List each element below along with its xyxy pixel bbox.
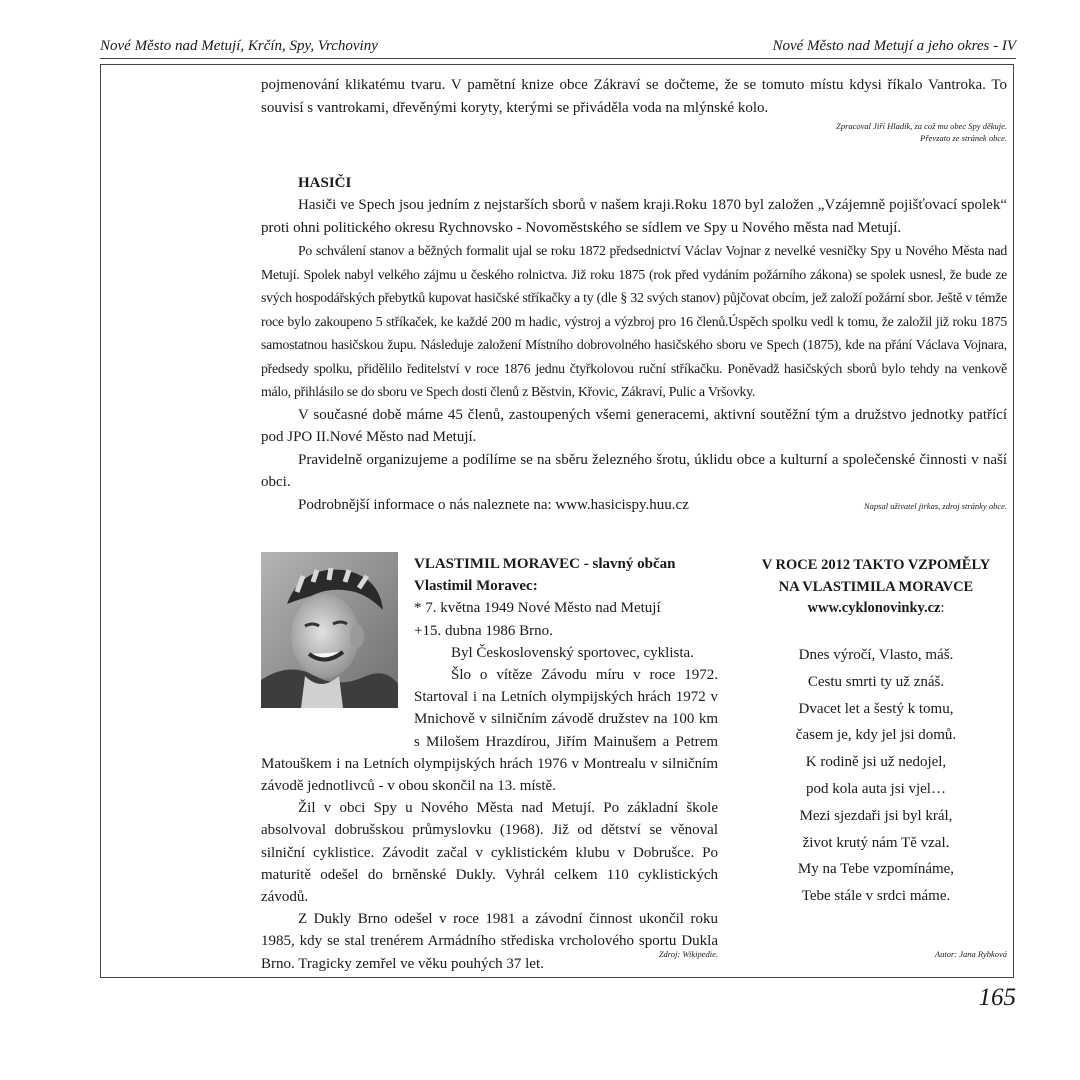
poem-line: Dvacet let a šestý k tomu, <box>798 700 954 717</box>
bio-paragraph-2: Žil v obci Spy u Nového Města nad Metují. Po základní škole absolvoval dobrušskou průmyslovku (1968). Již od dětství se věnoval silniční cyklistice. Závodit začal v cyklistickém klubu v Dobrušce. Po maturitě odešel do brněnské Dukly. Vyhrál celkem 110 cyklistických závodů. <box>261 800 718 906</box>
poem-heading <box>752 555 1000 620</box>
photo-wrap-spacer <box>261 553 414 751</box>
running-header-left: Nové Město nad Metují, Krčín, Spy, Vrchoviny <box>100 38 378 54</box>
bio-born: * 7. května 1949 Nové Město nad Metují <box>414 600 661 617</box>
page-number: 165 <box>978 984 1016 1011</box>
hasici-paragraph-4: Pravidelně organizujeme a podílíme se na sběru železného šrotu, úklidu obce a kulturní a společenské činnosti v naší obci. <box>261 451 1007 490</box>
intro-credit <box>836 120 1007 144</box>
bio-title: VLASTIMIL MORAVEC - slavný občan <box>414 556 676 572</box>
bio-line-1: Byl Československý sportovec, cyklista. <box>451 644 694 661</box>
poem-line: Mezi sjezdaři jsi byl král, <box>799 807 953 824</box>
poem-line: Tebe stále v srdci máme. <box>801 888 951 905</box>
hasici-paragraph-3: V současné době máme 45 členů, zastoupených všemi generacemi, aktivní soutěžní tým a družstvo jednotky patřící pod JPO II.Nové Město nad Metují. <box>261 406 1007 445</box>
intro-text: pojmenování klikatému tvaru. V pamětní knize obce Zákraví se dočteme, že se tomuto místu kdysi říkalo Vantroka. To souvisí s vantrokami, dřevěnými koryty, kterými se přiváděla voda na mlýnské kolo. <box>261 77 1007 116</box>
hasici-paragraph-2: Po schválení stanov a běžných formalit ujal se roku 1872 předsednictví Václav Vojnar z nevelké vesničky Spy u Nového Města nad Metují. Spolek nabyl velkého zájmu u českého rolnictva. Již roku 1875 (rok před vydáním požárního zákona) se spolek usnesl, že bude ze svých hospodářských přebytků kupovat hasičské stříkačky a ty (dle § 32 svých stanov) půjčovat obcím, jež založí požární sbor. Ještě v témže roce bylo zakoupeno 5 stříkaček, ke každé 200 m hadic, výstroj a výzbroj pro 16 členů.Úspěch spolku vedl k tomu, že založil již roku 1875 samostatnou hasičskou župu. Následuje založení Místního dobrovolného hasičského sboru ve Spech (1875), kde na přání Václava Vojnara, předsedy spolku, přidělilo ředitelství v roce 1876 jednu čtyřkolovou ruční stříkačku. Poněvadž hasičských sborů bylo tehdy na venkově málo, přihlásilo se do sboru ve Spech dosti členů z Běstvin, Křovic, Zákraví, Pulic a Vršovky. <box>261 243 1007 399</box>
poem-credit: Autor: Jana Rybková <box>934 949 1007 959</box>
poem-line: pod kola auta jsi vjel… <box>806 780 946 797</box>
bio-subtitle: Vlastimil Moravec: <box>414 578 538 595</box>
intro-paragraph <box>261 74 1007 120</box>
poem-line: Dnes výročí, Vlasto, máš. <box>798 647 954 663</box>
bio-credit: Zdroj: Wikipedie. <box>658 949 718 959</box>
poem-line: časem je, kdy jel jsi domů. <box>795 727 957 744</box>
poem-line: život krutý nám Tě vzal. <box>802 834 950 851</box>
hasici-section <box>261 172 1007 516</box>
poem-verses <box>752 642 1000 910</box>
poem-heading-line-2: NA VLASTIMILA MORAVCE <box>778 578 974 595</box>
hasici-paragraph-1: Hasiči ve Spech jsou jedním z nejstarších sborů v našem kraji.Roku 1870 byl založen „Vzájemně pojišťovací spolek“ proti ohni politického okresu Rychnovsko - Novoměstského se sídlem ve Spy u Nového města nad Metují. <box>261 197 1007 236</box>
bio-died: +15. dubna 1986 Brno. <box>414 622 553 639</box>
poem-heading-site: www.cyklonovinky.cz <box>807 600 941 616</box>
header-rule <box>100 58 1016 59</box>
running-header-right: Nové Město nad Metují a jeho okres - IV <box>772 38 1016 54</box>
poem-line: My na Tebe vzpomínáme, <box>797 861 955 878</box>
poem-line: Cestu smrti ty už znáš. <box>807 673 945 690</box>
bio-paragraph-1: Šlo o vítěze Závodu míru v roce 1972. Startoval i na Letních olympijských hrách 1972 v Mnichově v silničním závodě družstev na 100 km s Milošem Hrazdírou, Jiřím Mainušem a Petrem Matouškem i na Letních olympijských hrách 1976 v Montrealu v silničním závodě jednotlivců - v obou skončil na 13. místě. <box>261 667 718 795</box>
moravec-biography <box>261 553 718 975</box>
hasici-title: HASIČI <box>298 175 352 191</box>
poem-heading-colon: : <box>940 600 945 616</box>
poem-heading-line-1: V ROCE 2012 TAKTO VZPOMĚLY <box>761 557 991 573</box>
hasici-credit: Napsal uživatel jirkas, zdroj stránky obce. <box>864 501 1007 511</box>
hasici-paragraph-5: Podrobnější informace o nás naleznete na: www.hasicispy.huu.cz <box>298 496 689 513</box>
poem-line: K rodině jsi už nedojel, <box>805 754 947 771</box>
bio-paragraph-3: Z Dukly Brno odešel v roce 1981 a závodní činnost ukončil roku 1985, kdy se stal trenérem Armádního střediska vrcholového sportu Dukla Brno. Tragicky zemřel ve věku pouhých 37 let. <box>261 911 718 972</box>
intro-credit-line-2: Převzato ze stránek obce. <box>920 133 1007 143</box>
poem-heading-site-line <box>752 598 1000 620</box>
intro-credit-line-1: Zpracoval Jiří Hladík, za což mu obec Spy děkuje. <box>836 121 1007 131</box>
